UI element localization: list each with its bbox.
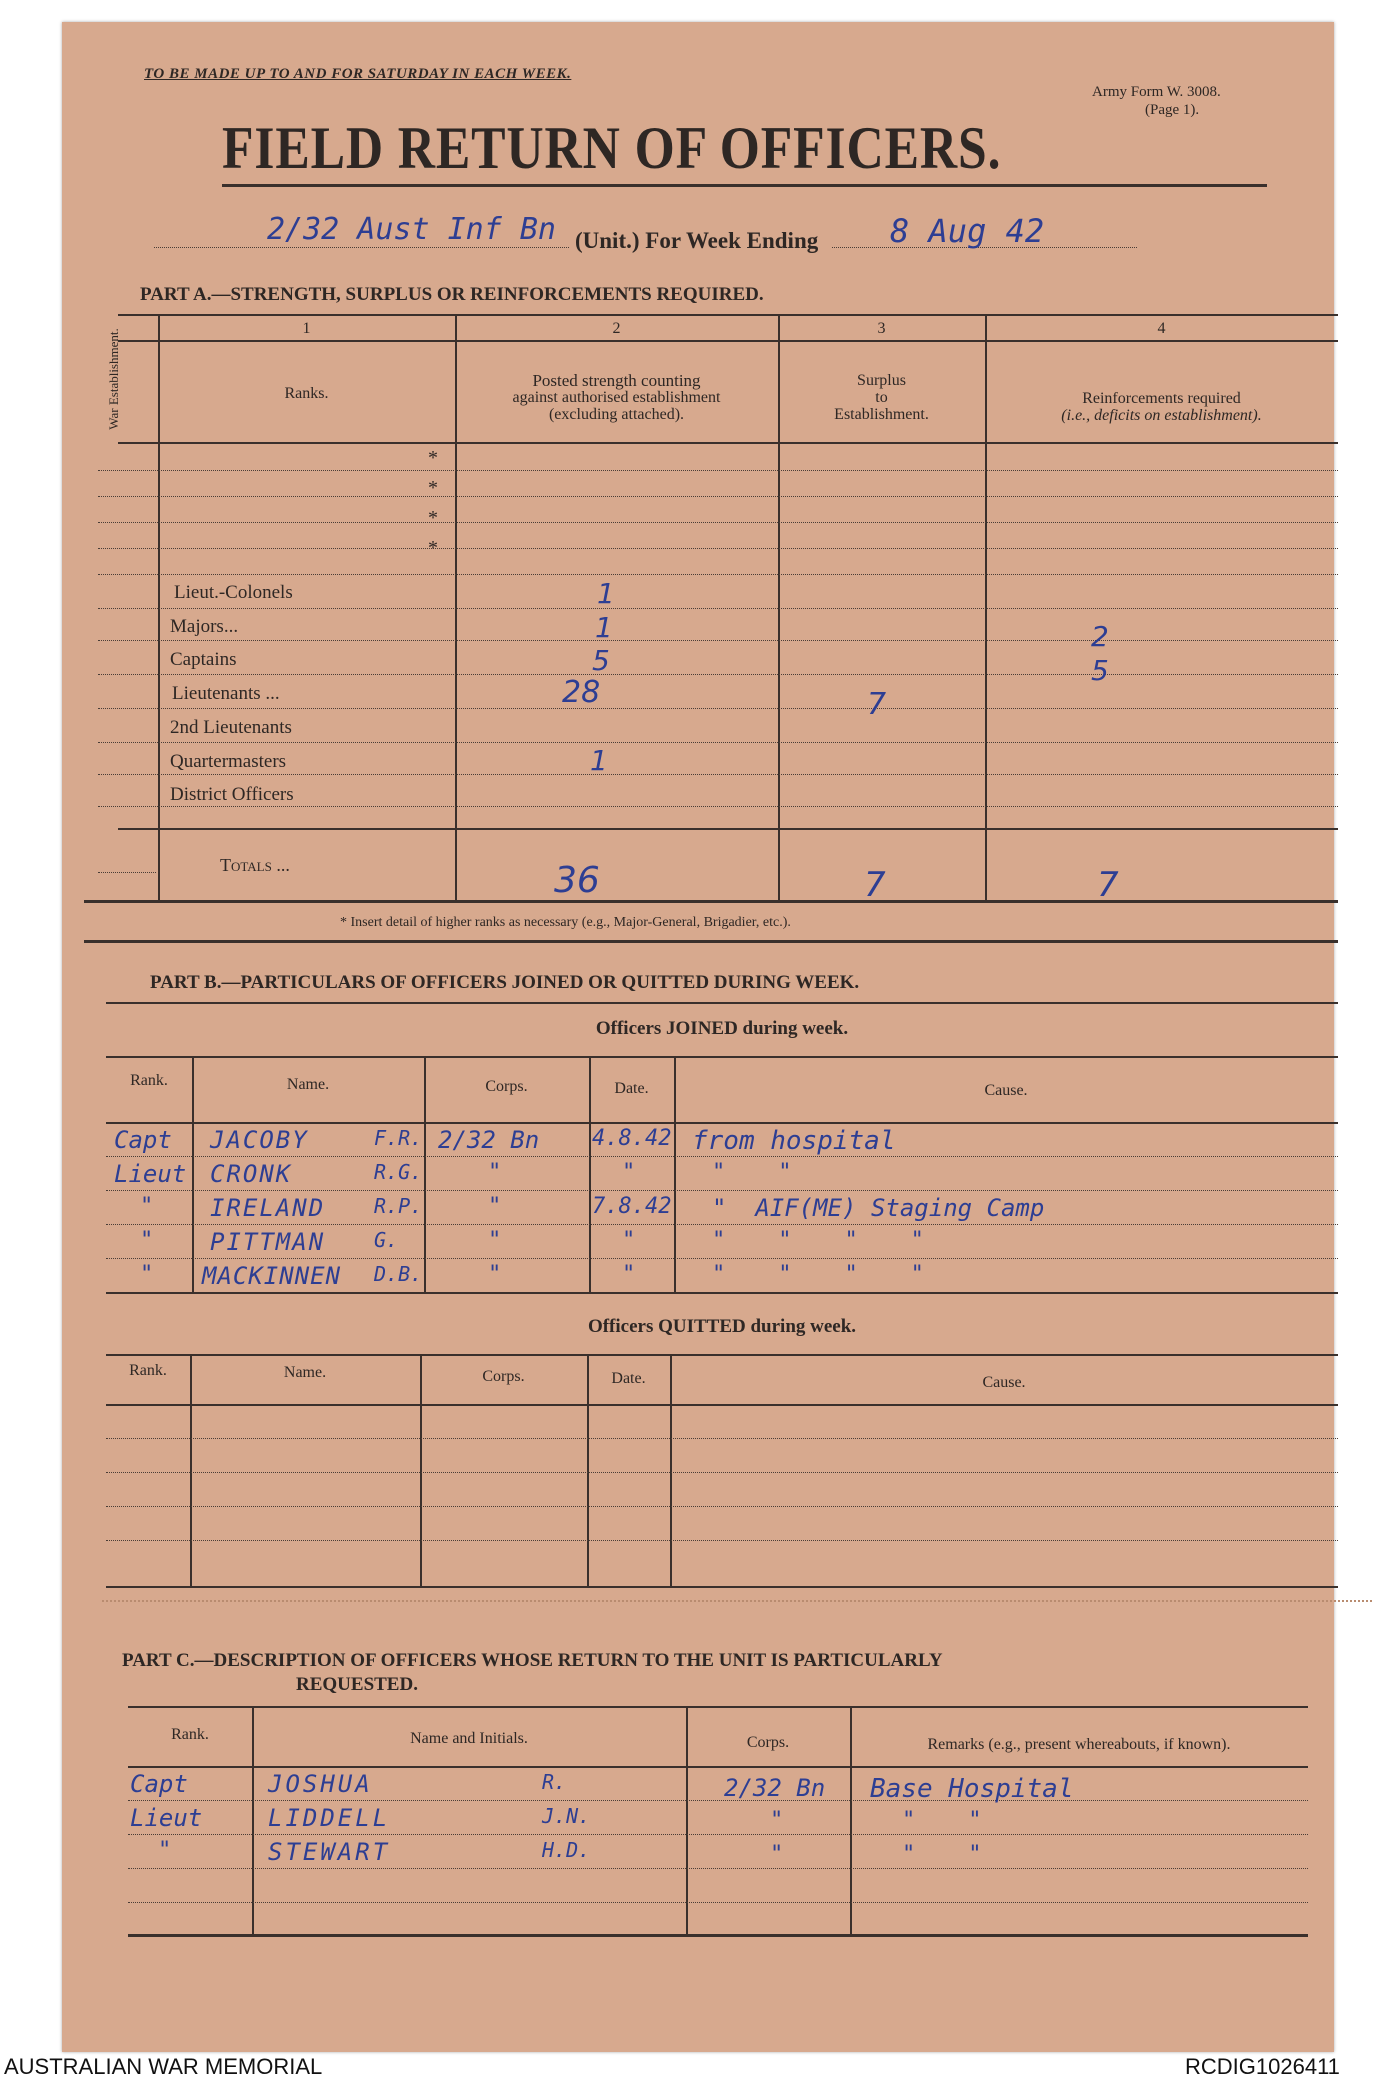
posted-lieut-colonels: 1 bbox=[597, 577, 615, 610]
posted-captains: 5 bbox=[592, 644, 610, 677]
part-c-rank-header: Rank. bbox=[171, 1726, 209, 1743]
surplus-header: Surplus to Establishment. bbox=[834, 372, 929, 423]
rank-lieutenants: Lieutenants ... bbox=[172, 683, 280, 704]
col-3-number: 3 bbox=[877, 320, 886, 337]
rank-captains: Captains bbox=[170, 649, 237, 670]
part-b-heading: PART B.—PARTICULARS OF OFFICERS JOINED OR QUITTED DURING WEEK. bbox=[150, 972, 860, 993]
col-4-number: 4 bbox=[1157, 320, 1166, 337]
asterisk-4: * bbox=[428, 537, 438, 559]
page-number: (Page 1). bbox=[1145, 102, 1200, 118]
form-number: Army Form W. 3008. bbox=[1092, 84, 1221, 100]
quitted-date-header: Date. bbox=[611, 1370, 646, 1387]
rank-district-officers: District Officers bbox=[170, 784, 294, 805]
quitted-cause-header: Cause. bbox=[982, 1374, 1026, 1391]
rank-2nd-lieutenants: 2nd Lieutenants bbox=[170, 717, 292, 738]
joined-rank-header: Rank. bbox=[130, 1072, 168, 1089]
footer-left: AUSTRALIAN WAR MEMORIAL bbox=[4, 2054, 323, 2079]
part-a-footnote: * Insert detail of higher ranks as necessary (e.g., Major-General, Brigadier, etc.). bbox=[340, 915, 791, 930]
totals-label: Totals ... bbox=[220, 855, 290, 875]
col-2-number: 2 bbox=[612, 320, 621, 337]
joined-cause-header: Cause. bbox=[984, 1082, 1028, 1099]
footer-right: RCDIG1026411 bbox=[1185, 2054, 1340, 2079]
rank-quartermasters: Quartermasters bbox=[170, 751, 287, 772]
quitted-title: Officers QUITTED during week. bbox=[587, 1316, 857, 1337]
col-1-number: 1 bbox=[302, 320, 311, 337]
joined-corps-header: Corps. bbox=[485, 1078, 528, 1095]
quitted-rank-header: Rank. bbox=[129, 1362, 167, 1379]
quitted-name-header: Name. bbox=[283, 1364, 327, 1381]
part-c-heading-2: REQUESTED. bbox=[296, 1674, 418, 1695]
form-title: FIELD RETURN OF OFFICERS. bbox=[222, 115, 1002, 181]
joined-title: Officers JOINED during week. bbox=[595, 1018, 849, 1039]
rank-lieut-colonels: Lieut.-Colonels bbox=[174, 582, 293, 603]
top-note: TO BE MADE UP TO AND FOR SATURDAY IN EACH WEEK. bbox=[144, 66, 572, 82]
quitted-corps-header: Corps. bbox=[482, 1368, 525, 1385]
unit-value: 2/32 Aust Inf Bn bbox=[267, 212, 556, 247]
asterisk-3: * bbox=[428, 507, 438, 529]
form-sheet: TO BE MADE UP TO AND FOR SATURDAY IN EACH WEEK. Army Form W. 3008. (Page 1). FIELD RETURN OF OFFICERS. 2/32 Aust Inf Bn (Unit.) For Week Ending 8 Aug 42 PART A.—STRENGTH, SURPLUS OR REINFORCEMENTS REQUIRED. War Establishment. 1 2 3 4 Ranks. Posted strength counting against authorised establishment (excluding attached). Surplus to Establishment. Reinforcements required (i.e., deficits on establishment). * * * * Lieut.-Colonels Majors... Captains Lieutenants ... 2nd Lieutenants Quartermasters District Officers 1 1 5 28 1 7 2 5 Totals ... 36 7 7 * Insert detail of higher ranks as necessary (e.g., Major-General, Brigadier, etc.). PART B.—PARTICULARS OF OFFICERS JOINED OR QUITTED DURING WEEK. Officers JOINED during week. Rank. Name. Corps. Date. Cause. Capt JACOBY F.R. 2/32 Bn 4.8.42 from hospital Lieut CRONK R.G. " " " " " IRELAND R.P. " 7.8.42 " AIF(ME) Staging Camp " PITTMAN G. " " " " " " " MACKINNEN D.B. " " " " " " Officers QUITTED during week. Rank. Name. Corps. Date. Cause. PART C.—DESCRIPTION OF OFFICERS WHOSE RETURN TO THE UNIT IS PARTICULARLY REQUESTED. Rank. Name and Initials. Corps. Remarks (e.g., present whereabouts, if known). Capt JOSHUA R. 2/32 Bn Base Hospital Lieut LIDDELL J.N. " " " " STEWART H.D. " " " bbox=[62, 22, 1334, 2052]
war-establishment-label: War Establishment. bbox=[106, 328, 121, 430]
part-a-heading: PART A.—STRENGTH, SURPLUS OR REINFORCEMENTS REQUIRED. bbox=[140, 284, 764, 305]
rank-majors: Majors... bbox=[170, 616, 239, 637]
posted-strength-header: Posted strength counting against authorised establishment (excluding attached). bbox=[512, 371, 721, 423]
part-c-heading-1: PART C.—DESCRIPTION OF OFFICERS WHOSE RETURN TO THE UNIT IS PARTICULARLY bbox=[122, 1650, 943, 1671]
part-c-remarks-header: Remarks (e.g., present whereabouts, if known). bbox=[927, 1736, 1231, 1753]
surplus-lieutenants: 7 bbox=[867, 687, 887, 722]
posted-majors: 1 bbox=[595, 611, 613, 644]
joined-date-header: Date. bbox=[614, 1080, 649, 1097]
posted-quartermasters: 1 bbox=[590, 744, 608, 777]
totals-posted: 36 bbox=[554, 860, 600, 901]
totals-surplus: 7 bbox=[864, 865, 886, 905]
reinforcements-header: Reinforcements required (i.e., deficits on establishment). bbox=[1061, 390, 1262, 424]
unit-label: (Unit.) For Week Ending bbox=[575, 228, 819, 253]
posted-lieutenants: 28 bbox=[562, 675, 601, 710]
ranks-header: Ranks. bbox=[284, 385, 329, 402]
week-ending-value: 8 Aug 42 bbox=[890, 212, 1045, 250]
totals-reinf: 7 bbox=[1097, 865, 1119, 905]
reinf-majors: 2 bbox=[1091, 620, 1109, 653]
asterisk-1: * bbox=[428, 447, 438, 469]
part-c-name-header: Name and Initials. bbox=[410, 1730, 528, 1747]
reinf-captains: 5 bbox=[1091, 654, 1109, 687]
part-c-corps-header: Corps. bbox=[746, 1734, 790, 1751]
asterisk-2: * bbox=[428, 477, 438, 499]
joined-name-header: Name. bbox=[286, 1076, 330, 1093]
